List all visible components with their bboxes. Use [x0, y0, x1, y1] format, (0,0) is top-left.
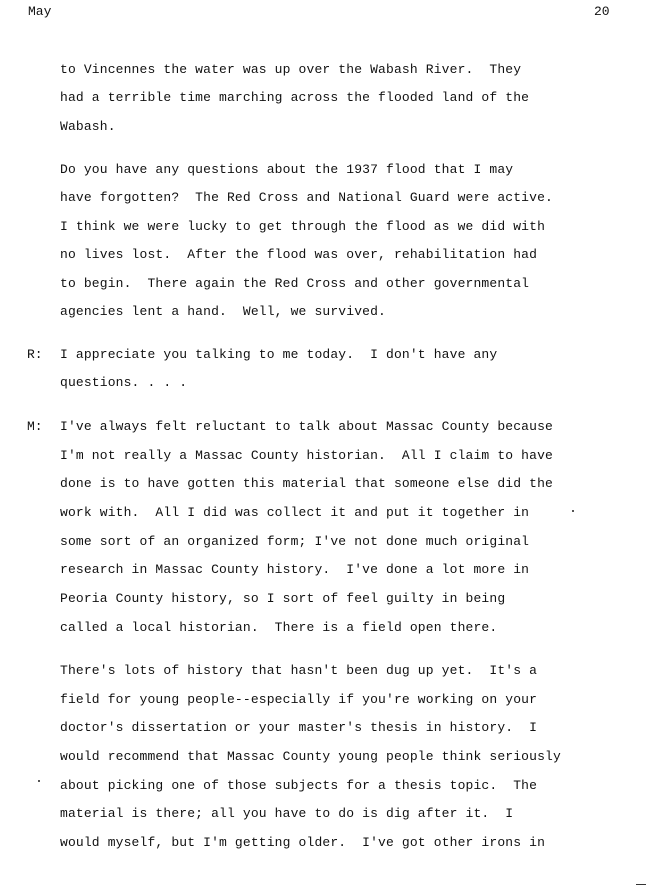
text-line: field for young people--especially if you're working on your	[60, 692, 538, 707]
text-line: I appreciate you talking to me today. I don't have any	[60, 347, 498, 362]
text-line: would recommend that Massac County young people think seriously	[60, 749, 561, 764]
scan-speck	[572, 510, 574, 512]
text-line: I'm not really a Massac County historian. All I claim to have	[60, 448, 553, 463]
text-line: There's lots of history that hasn't been dug up yet. It's a	[60, 663, 538, 678]
text-line: I think we were lucky to get through the flood as we did with	[60, 219, 546, 234]
text-line: doctor's dissertation or your master's thesis in history. I	[60, 720, 538, 735]
scan-mark	[636, 884, 646, 885]
text-line: I've always felt reluctant to talk about Massac County because	[60, 419, 553, 434]
scan-speck	[38, 780, 40, 782]
text-line: to begin. There again the Red Cross and other governmental	[60, 276, 530, 291]
text-line: agencies lent a hand. Well, we survived.	[60, 304, 387, 319]
text-line: Do you have any questions about the 1937 flood that I may	[60, 162, 514, 177]
text-line: research in Massac County history. I've done a lot more in	[60, 562, 530, 577]
text-line: called a local historian. There is a field open there.	[60, 620, 498, 635]
text-line: work with. All I did was collect it and put it together in	[60, 505, 530, 520]
text-line: Wabash.	[60, 119, 116, 134]
text-line: Peoria County history, so I sort of feel guilty in being	[60, 591, 506, 606]
text-line: to Vincennes the water was up over the Wabash River. They	[60, 62, 522, 77]
text-line: about picking one of those subjects for a thesis topic. The	[60, 778, 538, 793]
text-line: have forgotten? The Red Cross and National Guard were active.	[60, 190, 553, 205]
header-interviewee-name: May	[28, 4, 52, 19]
speaker-label: R:	[27, 347, 43, 362]
page-number: 20	[594, 4, 610, 19]
text-line: would myself, but I'm getting older. I've got other irons in	[60, 835, 546, 850]
text-line: done is to have gotten this material that someone else did the	[60, 476, 553, 491]
speaker-label: M:	[27, 419, 43, 434]
text-line: some sort of an organized form; I've not done much original	[60, 534, 530, 549]
text-line: questions. . . .	[60, 375, 188, 390]
text-line: no lives lost. After the flood was over, rehabilitation had	[60, 247, 538, 262]
text-line: material is there; all you have to do is dig after it. I	[60, 806, 514, 821]
text-line: had a terrible time marching across the flooded land of the	[60, 90, 530, 105]
